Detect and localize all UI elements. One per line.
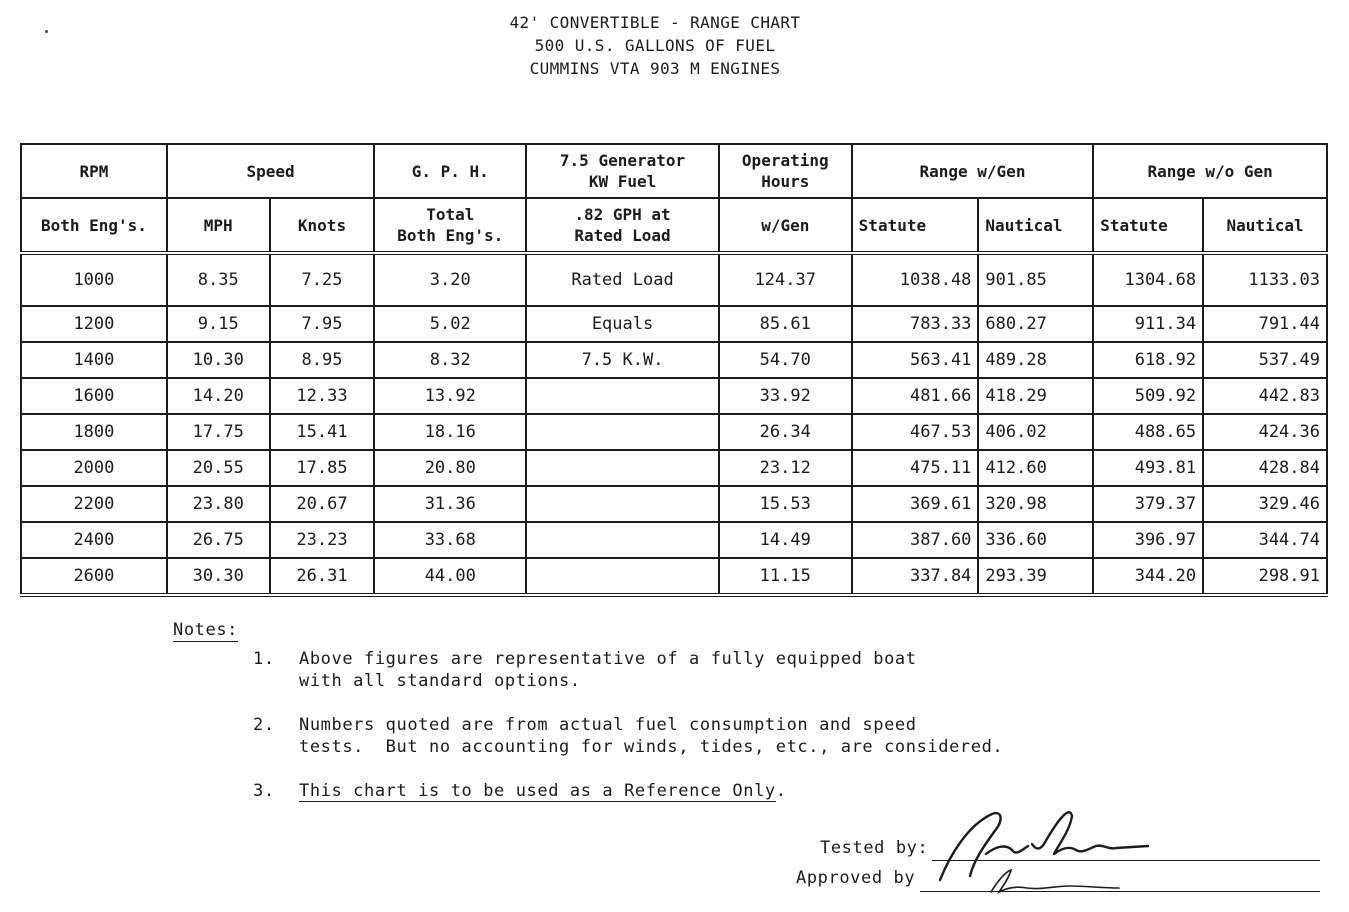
cell-gph: 33.68: [374, 522, 526, 558]
table-row: [21, 558, 1327, 595]
approved-by-signature: [985, 864, 1125, 898]
cell-knots: 7.25: [270, 253, 375, 306]
notes-label: Notes:: [173, 620, 239, 640]
cell-nautical-gen: 418.29: [978, 378, 1093, 414]
cell-gph: 18.16: [374, 414, 526, 450]
chart-title: [0, 11, 1310, 80]
cell-gph: 3.20: [374, 253, 526, 306]
cell-nautical-nogen: 428.84: [1203, 450, 1327, 486]
header-operating: [719, 144, 852, 198]
header-knots: Knots: [270, 198, 375, 253]
header-total: [374, 198, 526, 253]
approved-by-label: Approved by: [796, 868, 916, 888]
cell-statute-gen: 475.11: [852, 450, 979, 486]
note-1-text: [299, 648, 917, 692]
table-row: [21, 378, 1327, 414]
header-generator: [526, 144, 719, 198]
cell-rpm: 1600: [21, 378, 167, 414]
header-statute-nogen: Statute: [1093, 198, 1203, 253]
cell-knots: 17.85: [270, 450, 375, 486]
table-row: [21, 414, 1327, 450]
cell-statute-gen: 369.61: [852, 486, 979, 522]
cell-nautical-nogen: 329.46: [1203, 486, 1327, 522]
cell-generator-empty: [526, 450, 719, 486]
cell-nautical-nogen: 791.44: [1203, 306, 1327, 342]
header-nautical-gen: Nautical: [978, 198, 1093, 253]
cell-mph: 14.20: [167, 378, 270, 414]
cell-statute-nogen: 379.37: [1093, 486, 1203, 522]
header-generator-line1: 7.5 Generator: [559, 151, 686, 170]
cell-knots: 26.31: [270, 558, 375, 595]
note-2-text: [299, 714, 1003, 758]
header-speed: Speed: [167, 144, 375, 198]
header-w-gen: w/Gen: [719, 198, 852, 253]
note-3-number: 3.: [253, 781, 275, 801]
cell-gph: 13.92: [374, 378, 526, 414]
cell-statute-gen: 783.33: [852, 306, 979, 342]
header-mph: MPH: [167, 198, 270, 253]
cell-mph: 9.15: [167, 306, 270, 342]
header-gen-rate-line2: Rated Load: [574, 226, 671, 245]
cell-generator-empty: [526, 522, 719, 558]
header-range-without-gen: Range w/o Gen: [1093, 144, 1327, 198]
header-statute-gen: Statute: [852, 198, 979, 253]
cell-mph: 17.75: [167, 414, 270, 450]
note-3-part-1: This chart is to be used as a: [299, 781, 614, 801]
note-2-line-2: tests. But no accounting for winds, tides, etc., are considered.: [299, 737, 1004, 757]
cell-nautical-gen: 293.39: [978, 558, 1093, 595]
header-nautical-nogen: Nautical: [1203, 198, 1327, 253]
cell-hours: 85.61: [719, 306, 852, 342]
note-1-number: 1.: [253, 649, 275, 669]
cell-gph: 20.80: [374, 450, 526, 486]
cell-nautical-nogen: 424.36: [1203, 414, 1327, 450]
cell-nautical-nogen: 1133.03: [1203, 253, 1327, 306]
cell-hours: 54.70: [719, 342, 852, 378]
cell-gph: 44.00: [374, 558, 526, 595]
note-2: [253, 714, 1003, 758]
cell-nautical-nogen: 344.74: [1203, 522, 1327, 558]
cell-mph: 8.35: [167, 253, 270, 306]
cell-statute-nogen: 911.34: [1093, 306, 1203, 342]
header-total-line2: Both Eng's.: [397, 226, 504, 245]
header-operating-line1: Operating: [741, 151, 829, 170]
table-row: [21, 450, 1327, 486]
note-2-number: 2.: [253, 715, 275, 735]
cell-rpm: 1000: [21, 253, 167, 306]
cell-rpm: 1400: [21, 342, 167, 378]
cell-generator-empty: [526, 558, 719, 595]
cell-nautical-gen: 336.60: [978, 522, 1093, 558]
cell-gph: 8.32: [374, 342, 526, 378]
cell-mph: 23.80: [167, 486, 270, 522]
header-gen-rate-line1: .82 GPH at: [574, 205, 671, 224]
table-row: [21, 306, 1327, 342]
cell-nautical-gen: 901.85: [978, 253, 1093, 306]
notes-section: [173, 619, 1003, 824]
cell-nautical-nogen: 537.49: [1203, 342, 1327, 378]
header-generator-line2: KW Fuel: [588, 172, 657, 191]
header-gen-rate: [526, 198, 719, 253]
cell-rpm: 2200: [21, 486, 167, 522]
cell-generator-note: 7.5 K.W.: [526, 342, 719, 378]
cell-rpm: 2400: [21, 522, 167, 558]
cell-hours: 33.92: [719, 378, 852, 414]
title-line-2: 500 U.S. GALLONS OF FUEL: [534, 36, 776, 55]
tested-by-label: Tested by:: [820, 838, 929, 858]
title-line-1: 42' CONVERTIBLE - RANGE CHART: [509, 13, 801, 32]
title-line-3: CUMMINS VTA 903 M ENGINES: [529, 59, 781, 78]
cell-nautical-gen: 320.98: [978, 486, 1093, 522]
cell-knots: 7.95: [270, 306, 375, 342]
cell-knots: 20.67: [270, 486, 375, 522]
cell-statute-nogen: 618.92: [1093, 342, 1203, 378]
range-table: [20, 143, 1328, 597]
header-total-line1: Total: [426, 205, 475, 224]
cell-nautical-gen: 489.28: [978, 342, 1093, 378]
cell-statute-gen: 337.84: [852, 558, 979, 595]
cell-hours: 26.34: [719, 414, 852, 450]
cell-mph: 10.30: [167, 342, 270, 378]
cell-statute-gen: 1038.48: [852, 253, 979, 306]
cell-knots: 23.23: [270, 522, 375, 558]
cell-statute-nogen: 396.97: [1093, 522, 1203, 558]
note-1: [253, 648, 1003, 692]
table-row: [21, 253, 1327, 306]
note-3-part-3: .: [775, 781, 787, 801]
cell-generator-empty: [526, 414, 719, 450]
cell-hours: 14.49: [719, 522, 852, 558]
cell-generator-empty: [526, 378, 719, 414]
cell-statute-gen: 467.53: [852, 414, 979, 450]
cell-rpm: 1800: [21, 414, 167, 450]
note-3-text: [299, 780, 787, 802]
note-1-line-1: Above figures are representative of a fully equipped boat: [299, 649, 917, 669]
cell-generator-note: Rated Load: [526, 253, 719, 306]
note-1-line-2: with all standard options.: [299, 671, 581, 691]
cell-knots: 15.41: [270, 414, 375, 450]
cell-nautical-gen: 680.27: [978, 306, 1093, 342]
cell-hours: 23.12: [719, 450, 852, 486]
cell-generator-empty: [526, 486, 719, 522]
note-2-line-1: Numbers quoted are from actual fuel consumption and speed: [299, 715, 917, 735]
header-operating-line2: Hours: [761, 172, 810, 191]
cell-mph: 26.75: [167, 522, 270, 558]
cell-nautical-gen: 412.60: [978, 450, 1093, 486]
header-both-engs: Both Eng's.: [21, 198, 167, 253]
cell-generator-note: Equals: [526, 306, 719, 342]
cell-statute-gen: 387.60: [852, 522, 979, 558]
cell-knots: 12.33: [270, 378, 375, 414]
cell-statute-gen: 481.66: [852, 378, 979, 414]
table-row: [21, 522, 1327, 558]
cell-rpm: 2600: [21, 558, 167, 595]
cell-rpm: 1200: [21, 306, 167, 342]
header-rpm: RPM: [21, 144, 167, 198]
cell-gph: 31.36: [374, 486, 526, 522]
cell-nautical-gen: 406.02: [978, 414, 1093, 450]
cell-statute-gen: 563.41: [852, 342, 979, 378]
cell-statute-nogen: 1304.68: [1093, 253, 1203, 306]
cell-hours: 11.15: [719, 558, 852, 595]
cell-statute-nogen: 509.92: [1093, 378, 1203, 414]
cell-gph: 5.02: [374, 306, 526, 342]
note-3: [253, 780, 1003, 802]
cell-statute-nogen: 493.81: [1093, 450, 1203, 486]
header-gph: G. P. H.: [374, 144, 526, 198]
cell-mph: 30.30: [167, 558, 270, 595]
cell-nautical-nogen: 442.83: [1203, 378, 1327, 414]
note-3-space: [613, 781, 624, 802]
cell-rpm: 2000: [21, 450, 167, 486]
cell-mph: 20.55: [167, 450, 270, 486]
cell-nautical-nogen: 298.91: [1203, 558, 1327, 595]
cell-statute-nogen: 488.65: [1093, 414, 1203, 450]
table-row: [21, 342, 1327, 378]
header-range-with-gen: Range w/Gen: [852, 144, 1094, 198]
note-3-line: [299, 781, 787, 802]
cell-hours: 15.53: [719, 486, 852, 522]
cell-knots: 8.95: [270, 342, 375, 378]
note-3-part-2: Reference Only: [624, 781, 776, 801]
cell-statute-nogen: 344.20: [1093, 558, 1203, 595]
table-row: [21, 486, 1327, 522]
cell-hours: 124.37: [719, 253, 852, 306]
